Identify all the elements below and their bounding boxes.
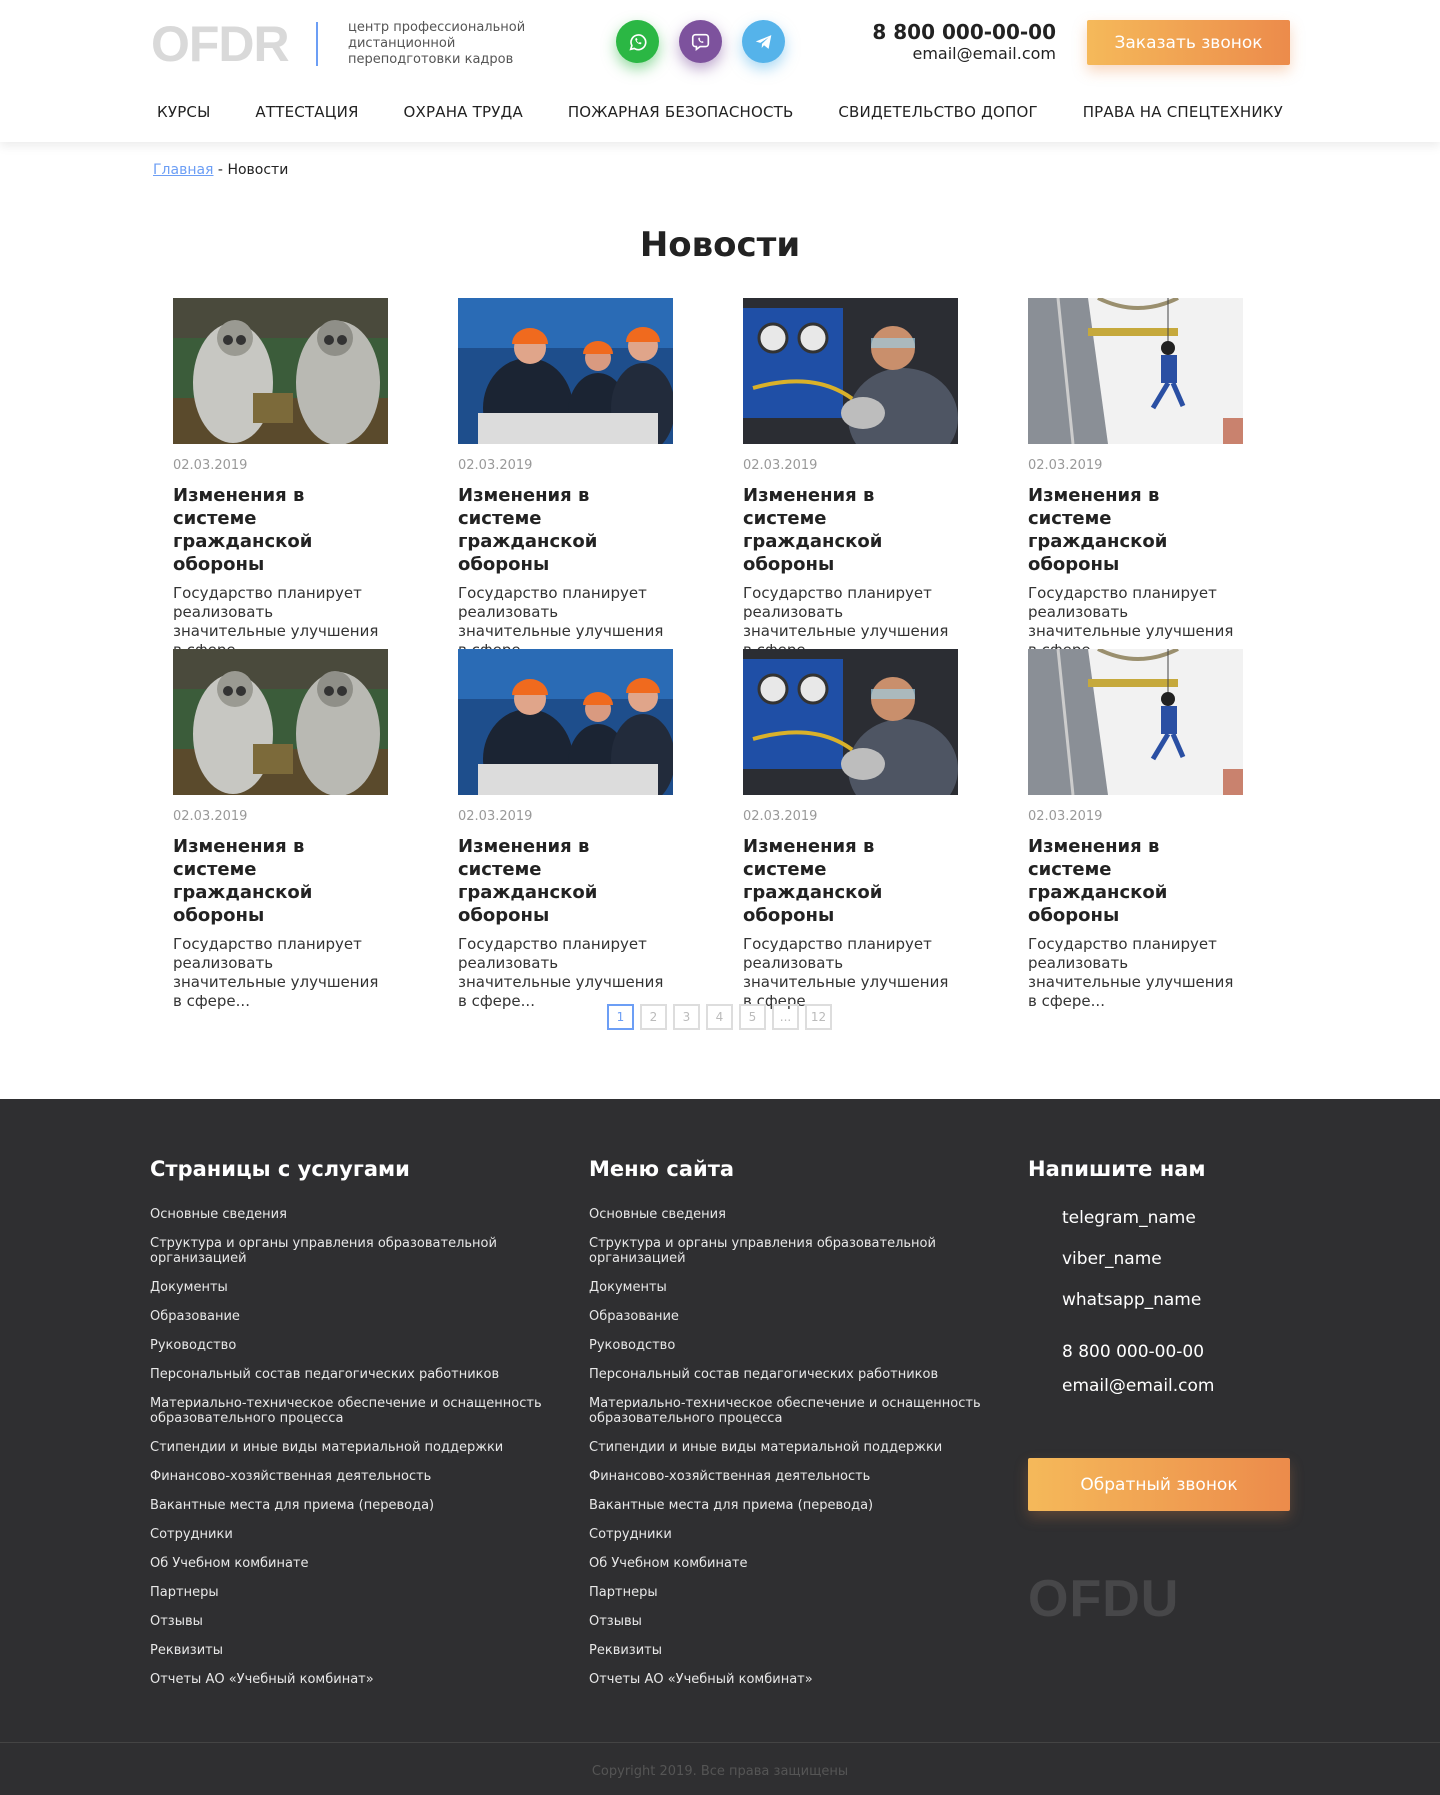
- nav-item-fire-safety[interactable]: ПОЖАРНАЯ БЕЗОПАСНОСТЬ: [567, 103, 794, 121]
- news-excerpt: Государство планирует реализовать значительные улучшения: [458, 584, 664, 640]
- header-contacts: [872, 20, 1056, 64]
- footer-link[interactable]: Отчеты АО «Учебный комбинат»: [150, 1672, 374, 1687]
- footer-link[interactable]: Документы: [150, 1280, 228, 1295]
- news-image-industrial-climber[interactable]: [1028, 649, 1243, 795]
- footer-link[interactable]: Реквизиты: [150, 1643, 223, 1658]
- page-title: Новости: [639, 225, 801, 265]
- header-email[interactable]: email@email.com: [912, 44, 1056, 63]
- footer-link[interactable]: Отзывы: [589, 1614, 642, 1629]
- footer-link[interactable]: Реквизиты: [589, 1643, 662, 1658]
- page-button[interactable]: 1: [607, 1004, 634, 1030]
- footer-link[interactable]: Об Учебном комбинате: [589, 1556, 748, 1571]
- callback-button[interactable]: Обратный звонок: [1028, 1458, 1290, 1511]
- footer-link[interactable]: Материально-техническое обеспечение и оснащенность образовательного процесса: [589, 1396, 981, 1426]
- footer-link[interactable]: Об Учебном комбинате: [150, 1556, 309, 1571]
- page-button[interactable]: 5: [739, 1004, 766, 1030]
- news-card[interactable]: [1028, 298, 1243, 640]
- news-excerpt: Государство планирует реализовать значительные улучшения в сфере...: [173, 935, 379, 1010]
- footer-column-title: Меню сайта: [589, 1157, 735, 1181]
- news-date: 02.03.2019: [743, 458, 818, 473]
- news-grid: [173, 298, 1243, 1010]
- footer-link[interactable]: Вакантные места для приема (перевода): [150, 1498, 435, 1513]
- footer-link[interactable]: Финансово-хозяйственная деятельность: [589, 1469, 871, 1484]
- footer-phone[interactable]: 8 800 000-00-00: [1062, 1342, 1205, 1362]
- news-date: 02.03.2019: [173, 458, 248, 473]
- footer-link[interactable]: Персональный состав педагогических работников: [150, 1367, 500, 1382]
- footer-services-column: [150, 1157, 560, 1701]
- footer-link[interactable]: Образование: [150, 1309, 240, 1324]
- news-image-welder[interactable]: [743, 649, 958, 795]
- news-title[interactable]: Изменения в системе гражданской обороны: [1028, 485, 1168, 575]
- news-date: 02.03.2019: [743, 809, 818, 824]
- order-call-button[interactable]: Заказать звонок: [1087, 20, 1290, 65]
- news-title[interactable]: Изменения в системе гражданской обороны: [743, 836, 883, 926]
- news-excerpt: Государство планирует реализовать значительные улучшения в сфере...: [743, 935, 949, 1010]
- breadcrumb-current: Новости: [227, 162, 289, 178]
- breadcrumb-home-link[interactable]: Главная: [153, 162, 214, 178]
- footer-whatsapp-link[interactable]: whatsapp_name: [1062, 1290, 1202, 1310]
- telegram-icon[interactable]: [742, 20, 785, 63]
- footer-services-list: [150, 1207, 560, 1687]
- footer-link[interactable]: Сотрудники: [589, 1527, 672, 1542]
- news-image-workers-helmets[interactable]: [458, 298, 673, 444]
- footer-link[interactable]: Партнеры: [589, 1585, 658, 1600]
- footer-link[interactable]: Основные сведения: [589, 1207, 726, 1222]
- footer-link[interactable]: Документы: [589, 1280, 667, 1295]
- logo-divider: [316, 22, 318, 66]
- footer-link[interactable]: Материально-техническое обеспечение и оснащенность образовательного процесса: [150, 1396, 542, 1426]
- pagination: [607, 1004, 832, 1030]
- footer-link[interactable]: Стипендии и иные виды материальной поддержки: [150, 1440, 504, 1455]
- news-date: 02.03.2019: [458, 809, 533, 824]
- footer-link[interactable]: Руководство: [589, 1338, 676, 1353]
- footer-link[interactable]: Финансово-хозяйственная деятельность: [150, 1469, 432, 1484]
- footer-link[interactable]: Руководство: [150, 1338, 237, 1353]
- news-excerpt: Государство планирует реализовать значительные улучшения в сфере...: [1028, 935, 1234, 1010]
- news-title[interactable]: Изменения в системе гражданской обороны: [1028, 836, 1168, 926]
- page-button[interactable]: 4: [706, 1004, 733, 1030]
- news-title[interactable]: Изменения в системе гражданской обороны: [173, 485, 313, 575]
- news-image-welder[interactable]: [743, 298, 958, 444]
- site-header: [0, 0, 1440, 142]
- footer-link[interactable]: Структура и органы управления образовательной организацией: [589, 1236, 936, 1266]
- footer-logo: OFDU: [1028, 1570, 1180, 1628]
- footer-link[interactable]: Образование: [589, 1309, 679, 1324]
- footer-divider: [0, 1742, 1440, 1743]
- news-image-industrial-climber[interactable]: [1028, 298, 1243, 444]
- site-footer: [0, 1099, 1440, 1795]
- breadcrumb-separator: -: [213, 162, 228, 178]
- header-phone[interactable]: 8 800 000-00-00: [872, 20, 1056, 44]
- news-card[interactable]: [743, 649, 958, 1010]
- footer-link[interactable]: Отчеты АО «Учебный комбинат»: [589, 1672, 813, 1687]
- news-excerpt: Государство планирует реализовать значительные улучшения: [1028, 584, 1234, 640]
- nav-item-dopog[interactable]: СВИДЕТЕЛЬСТВО ДОПОГ: [838, 103, 1038, 121]
- news-date: 02.03.2019: [1028, 809, 1103, 824]
- news-card[interactable]: [743, 298, 958, 640]
- footer-link[interactable]: Вакантные места для приема (перевода): [589, 1498, 874, 1513]
- footer-link[interactable]: Основные сведения: [150, 1207, 287, 1222]
- footer-telegram-link[interactable]: telegram_name: [1062, 1208, 1196, 1228]
- page-button[interactable]: 3: [673, 1004, 700, 1030]
- news-title[interactable]: Изменения в системе гражданской обороны: [173, 836, 313, 926]
- news-card[interactable]: [173, 649, 388, 1010]
- footer-contact-column: [1028, 1157, 1290, 1629]
- page-button[interactable]: 12: [805, 1004, 832, 1030]
- nav-item-attestation[interactable]: АТТЕСТАЦИЯ: [255, 103, 359, 121]
- footer-menu-column: [589, 1157, 999, 1701]
- footer-link[interactable]: Структура и органы управления образовательной организацией: [150, 1236, 497, 1266]
- footer-link[interactable]: Партнеры: [150, 1585, 219, 1600]
- nav-item-machinery-license[interactable]: ПРАВА НА СПЕЦТЕХНИКУ: [1082, 103, 1283, 121]
- news-image-gas-masks[interactable]: [173, 649, 388, 795]
- page-ellipsis: ...: [772, 1004, 799, 1030]
- news-date: 02.03.2019: [173, 809, 248, 824]
- whatsapp-icon[interactable]: [616, 20, 659, 63]
- nav-item-labor-safety[interactable]: ОХРАНА ТРУДА: [403, 103, 523, 121]
- news-excerpt: Государство планирует реализовать значительные улучшения в сфере...: [458, 935, 664, 1010]
- news-excerpt: Государство планирует реализовать значительные улучшения: [173, 584, 379, 640]
- footer-link[interactable]: Сотрудники: [150, 1527, 233, 1542]
- footer-link[interactable]: Отзывы: [150, 1614, 203, 1629]
- main-nav: [151, 103, 1289, 121]
- news-title[interactable]: Изменения в системе гражданской обороны: [458, 836, 598, 926]
- news-card[interactable]: [458, 298, 673, 640]
- news-card[interactable]: [1028, 649, 1243, 1010]
- nav-item-courses[interactable]: КУРСЫ: [157, 103, 211, 121]
- news-image-workers-helmets[interactable]: [458, 649, 673, 795]
- footer-menu-list: [589, 1207, 999, 1687]
- news-excerpt: Государство планирует реализовать значительные улучшения: [743, 584, 949, 640]
- news-card[interactable]: [173, 298, 388, 640]
- breadcrumb: [153, 162, 288, 178]
- news-title[interactable]: Изменения в системе гражданской обороны: [743, 485, 883, 575]
- footer-email[interactable]: email@email.com: [1062, 1376, 1215, 1396]
- logo[interactable]: OFDR: [151, 16, 289, 72]
- footer-column-title: Страницы с услугами: [150, 1157, 410, 1181]
- viber-icon[interactable]: [679, 20, 722, 63]
- news-date: 02.03.2019: [458, 458, 533, 473]
- news-image-gas-masks[interactable]: [173, 298, 388, 444]
- news-card[interactable]: [458, 649, 673, 1010]
- footer-viber-link[interactable]: viber_name: [1062, 1249, 1162, 1269]
- news-title[interactable]: Изменения в системе гражданской обороны: [458, 485, 598, 575]
- news-date: 02.03.2019: [1028, 458, 1103, 473]
- copyright: Copyright 2019. Все права защищены: [591, 1764, 849, 1779]
- footer-link[interactable]: Стипендии и иные виды материальной поддержки: [589, 1440, 943, 1455]
- tagline: центр профессиональной дистанционной переподготовки кадров: [348, 20, 526, 67]
- page-button[interactable]: 2: [640, 1004, 667, 1030]
- footer-link[interactable]: Персональный состав педагогических работников: [589, 1367, 939, 1382]
- footer-column-title: Напишите нам: [1028, 1157, 1206, 1181]
